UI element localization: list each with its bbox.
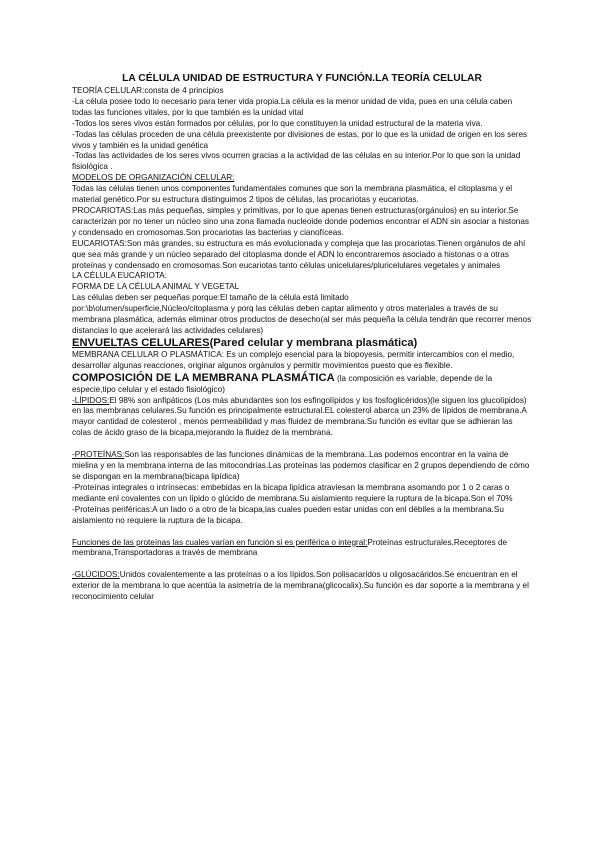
membrana-paragraph: MEMBRANA CELULAR O PLASMÁTICA: Es un complejo esencial para la biopoyesis, permitir intercambios con el medio, desarrollar algunas reacciones, originar algunos orgánulos y permitir movimientos puesto que es flexible. [72,349,515,370]
proteinas-text: Son las responsables de las funciones dinámicas de la membrana..Las podemos encontrar en la vaina de mielina y en la membrana interna de las mitocondrias.Las proteínas las podemos clasificar en 2 grupos dependiendo de cómo se dispongan en la membrana(bicapa lipídica) [72,450,530,481]
glucidos-paragraph [72,570,532,603]
forma-heading: FORMA DE LA CÉLULA ANIMAL Y VEGETAL [72,282,240,292]
eucariotas-paragraph: EUCARIOTAS:Son más grandes, su estructura es más evolucionada y compleja que las procariotas.Tienen orgánulos de ahí que sea más grande y un núcleo separado del citoplasma donde el ADN lo encontraremos asociado a histonas o a otras proteínas y condensado en cromosomas.Son eucariotas tanto células unicelulares/pluricelulares vegetales y animales [72,238,526,270]
principle-2: -Todos los seres vivos están formados por células, por lo que constituyen la unidad estructural de la materia viva. [72,118,483,128]
principle-1: -La célula posee todo lo necesario para tener vida propia.La célula es la menor unidad de vida, pues en una célula caben todas las funciones vitales, por lo que también es la unidad vital [72,96,513,117]
modelos-intro: Todas las células tienen unos componentes fundamentales comunes que son la membrana plasmática, el citoplasma y el material genético.Por su estructura distinguimos 2 tipos de células, las procariotas y eucariotas. [72,184,513,205]
integrales-paragraph: -Proteínas integrales o intrínsecas: embebidas en la bicapa lipídica atraviesan la membrana asomando por 1 o 2 caras o mediante enl covalentes con un lípido o glúcido de membrana.Su aislamiento requiere la ruptura de la bicapa.Son el 70% [72,482,513,503]
spacer [72,527,532,538]
perifericas-paragraph: -Proteínas periféricas:A un lado o a otro de la bicapa,las cuales pueden estar unidas con enl débiles a la membrana.Su aislamiento no requiere la ruptura de la bicapa. [72,504,504,525]
composicion-heading-line [72,372,532,396]
composicion-heading: COMPOSICIÓN DE LA MEMBRANA PLASMÁTICA [72,371,335,384]
lipidos-text: El 98% son anfipáticos (Los más abundantes son los esfingolípidos y los fosfoglicéridos)(le siguen los glucolípidos) en las membranas celulares.Su función es principalmente estructural.EL colesterol abarca un 23% de lípidos de membrana.A mayor cantidad de colesterol , menos permeabilidad y mas fluidez de membrana.Su función es evitar que se adhieran las colas de ácido graso de la bicapa,mejorando la fluidez de la membrana. [72,395,527,438]
envueltas-heading-sub: (Pared celular y membrana plasmática) [209,336,418,349]
modelos-heading: MODELOS DE ORGANIZACIÓN CELULAR: [72,173,235,183]
lipidos-paragraph [72,396,532,440]
envueltas-heading [72,337,532,350]
forma-line-2: por:\b\olumen/superficie,Núcleo/citoplasma y porq las células deben captar alimento y otros materiales a través de su membrana plasmática, además eliminar otros productos de desecho(al ser más pequeña la célula tendrán que recorrer menos distancias lo que acelerará las actividades celulares) [72,304,532,335]
principle-4: -Todas las actividades de los seres vivos ocurren gracias a la actividad de las células en su interior.Por lo que son la unidad fisiológica . [72,151,521,172]
page-title: LA CÉLULA UNIDAD DE ESTRUCTURA Y FUNCIÓN.LA TEORÍA CELULAR [122,73,482,84]
funciones-label: Funciones de las proteínas las cuales varían en función si es periférica o integral: [72,537,368,547]
funciones-paragraph [72,538,532,560]
composicion-note: (la composición es variable, depende de la especie,tipo celular y el estado fisiológico) [72,373,493,394]
document-page [72,72,532,603]
envueltas-heading-main: ENVUELTAS CELULARES [72,336,210,349]
forma-line-1: Las células deben ser pequeñas porque:El tamaño de la célula está limitado [72,293,349,303]
procariotas-paragraph: PROCARIOTAS:Las más pequeñas, simples y primitivas, por lo que apenas tienen estructuras(orgánulos) en su interior.Se caracterizan por no tener un núcleo sino una zona llamada nucleoide donde podemos encontrar el ADN sin asociar a histonas y condensado en cromosomas.Son procariotas las bacterias y cianofíceas. [72,205,529,237]
lipidos-label: -LÍPIDOS: [72,395,110,405]
principle-3: -Todas las células proceden de una célula preexistente por divisiones de estas, por lo que es la unidad de origen en los seres vivos y también es la unidad genética [72,129,528,150]
spacer [72,559,532,570]
proteinas-label: -PROTEÍNAS: [72,450,125,460]
spacer [72,439,532,450]
glucidos-text: Unidos covalentemente a las proteínas o a los lípidos.Son polisacaridos u oligosacáridos.Se encuentran en el exterior de la membrana lo que acentúa la asimetría de la membrana(glicocalix).Su función es dar soporte a la membrana y el reconocimiento celular [72,570,529,602]
proteinas-paragraph [72,450,532,483]
teoria-heading: TEORÍA CELULAR:consta de 4 principios [72,86,224,95]
eucariota-heading: LA CÉLULA EUCARIOTA: [72,271,167,281]
funciones-text: Proteínas estructurales,Receptores de membrana,Transportadoras a través de membrana [72,537,508,558]
glucidos-label: -GLÚCIDOS: [72,570,120,580]
